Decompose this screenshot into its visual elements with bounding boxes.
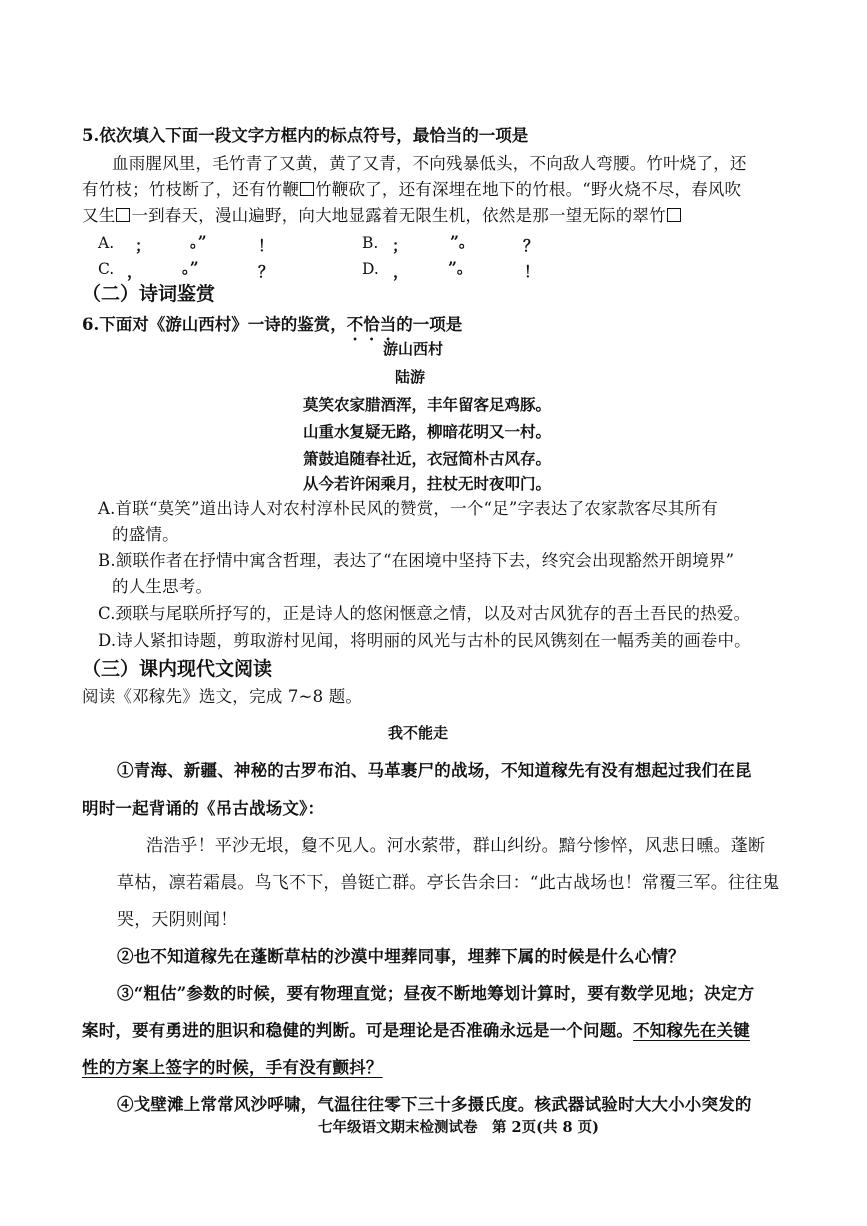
article-p2: ②也不知道稼先在蓬断草枯的沙漠中埋葬同事，埋葬下属的时候是什么心情？ xyxy=(117,947,685,966)
q5-p2a: 有竹枝；竹枝断了，还有竹鞭 xyxy=(82,180,300,199)
q5-option-d-letter: D. xyxy=(362,260,379,278)
poem-line-3: 箫鼓追随春社近，衣冠简朴古风存。 xyxy=(303,449,552,468)
q6-option-a-line-1: A.首联“莫笑”道出诗人对农村淳朴民风的赞赏，一个“足”字表达了农家款客尽其所有 xyxy=(98,499,718,518)
q5-option-c-mark-3: ？ xyxy=(258,262,274,281)
q5-option-d-mark-1: ， xyxy=(393,262,409,281)
q6-stem-b: 的一项是 xyxy=(396,315,463,334)
q5-option-a-mark-1: ； xyxy=(135,236,151,255)
poem-line-2: 山重水复疑无路，柳暗花明又一村。 xyxy=(303,422,552,441)
article-p3-line-1: ③“粗估”参数的时候，要有物理直觉；昼夜不断地筹划计算时，要有数学见地；决定方 xyxy=(117,984,755,1003)
q5-option-d-mark-2: ”。 xyxy=(448,258,473,277)
article-p3-line-2 xyxy=(82,1023,750,1040)
article-p1-line-2: 明时一起背诵的《吊古战场文》： xyxy=(82,799,325,818)
q6-stem-emphasis: 不恰当 xyxy=(346,315,397,334)
q5-option-c-mark-2: 。” xyxy=(182,258,199,277)
reading-intro: 阅读《邓稼先》选文，完成 7~8 题。 xyxy=(82,687,363,706)
poem-title: 游山西村 xyxy=(383,340,444,358)
q5-stem: 5.依次填入下面一段文字方框内的标点符号，最恰当的一项是 xyxy=(82,126,529,145)
q6-option-a-line-2: 的盛情。 xyxy=(112,525,179,544)
poem-line-1: 莫笑农家腊酒浑，丰年留客足鸡豚。 xyxy=(303,395,552,414)
article-p3-line-2a: 案时，要有勇进的胆识和稳健的判断。可是理论是否准确永远是一个问题。 xyxy=(82,1021,634,1040)
q5-option-c-letter: C. xyxy=(98,260,115,278)
q5-passage-line-1: 血雨腥风里，毛竹青了又黄，黄了又青，不向残暴低头，不向敌人弯腰。竹叶烧了，还 xyxy=(112,154,747,173)
article-quote-line-1: 浩浩乎！平沙无垠，敻不见人。河水萦带，群山纠纷。黯兮惨悴，风悲日曛。蓬断 xyxy=(146,836,766,856)
q5-p3a: 又生 xyxy=(82,206,116,225)
article-quote-line-3: 哭，天阴则闻！ xyxy=(117,910,238,930)
article-p3-underlined-a: 不知稼先在关键 xyxy=(633,1021,751,1040)
q5-option-a-letter: A. xyxy=(98,234,115,252)
q6-option-d: D.诗人紧扣诗题，剪取游村见闻，将明丽的风光与古朴的民风镌刻在一幅秀美的画卷中。 xyxy=(98,631,751,650)
article-p4-line-1: ④戈壁滩上常常风沙呼啸，气温往往零下三十多摄氏度。核武器试验时大大小小突发的 xyxy=(117,1095,752,1114)
q5-option-d-mark-3: ！ xyxy=(524,262,540,281)
q5-passage-line-3 xyxy=(82,208,682,225)
q5-passage-line-2 xyxy=(82,182,741,199)
q5-option-a-mark-3: ！ xyxy=(258,236,274,255)
q5-option-b-mark-1: ； xyxy=(392,236,408,255)
q5-option-b-mark-3: ？ xyxy=(523,236,539,255)
article-title: 我不能走 xyxy=(388,724,449,742)
section-heading-poetry: （二）诗词鉴赏 xyxy=(82,283,216,305)
section-heading-reading: （三）课内现代文阅读 xyxy=(82,658,273,680)
q6-option-b-line-2: 的人生思考。 xyxy=(112,577,213,596)
article-p1-line-1: ①青海、新疆、神秘的古罗布泊、马革裹尸的战场，不知道稼先有没有想起过我们在昆 xyxy=(117,761,752,780)
blank-box-3 xyxy=(667,208,681,222)
poem-line-4: 从今若许闲乘月，拄杖无时夜叩门。 xyxy=(303,474,552,493)
q5-option-b-mark-2: ”。 xyxy=(450,232,475,251)
q6-stem-a: 6.下面对《游山西村》一诗的鉴赏， xyxy=(82,315,347,334)
blank-box-1 xyxy=(300,182,314,196)
q5-option-a-mark-2: 。” xyxy=(190,232,207,251)
q5-option-b-letter: B. xyxy=(362,234,379,252)
poem-author: 陆游 xyxy=(395,368,426,386)
blank-box-2 xyxy=(116,208,130,222)
q6-option-c: C.颈联与尾联所抒写的，正是诗人的悠闲惬意之情，以及对古风犹存的吾土吾民的热爱。 xyxy=(98,604,751,623)
page-footer: 七年级语文期末检测试卷 第 2页(共 8 页) xyxy=(318,1119,600,1136)
q5-option-c-mark-1: ， xyxy=(127,262,143,281)
article-p3-underlined-b: 性的方案上签字的时候，手有没有颤抖？ xyxy=(82,1058,383,1077)
article-quote-line-2: 草枯，凛若霜晨。鸟飞不下，兽铤亡群。亭长告余曰：“此古战场也！常覆三军。往往鬼 xyxy=(117,873,780,893)
q5-p2b: 竹鞭砍了，还有深埋在地下的竹根。“野火烧不尽，春风吹 xyxy=(315,180,742,199)
q6-option-b-line-1: B.颔联作者在抒情中寓含哲理，表达了“在困境中坚持下去，终究会出现豁然开朗境界” xyxy=(98,551,735,570)
q5-p3b: 一到春天，漫山遍野，向大地显露着无限生机，依然是那一望无际的翠竹 xyxy=(131,206,666,225)
